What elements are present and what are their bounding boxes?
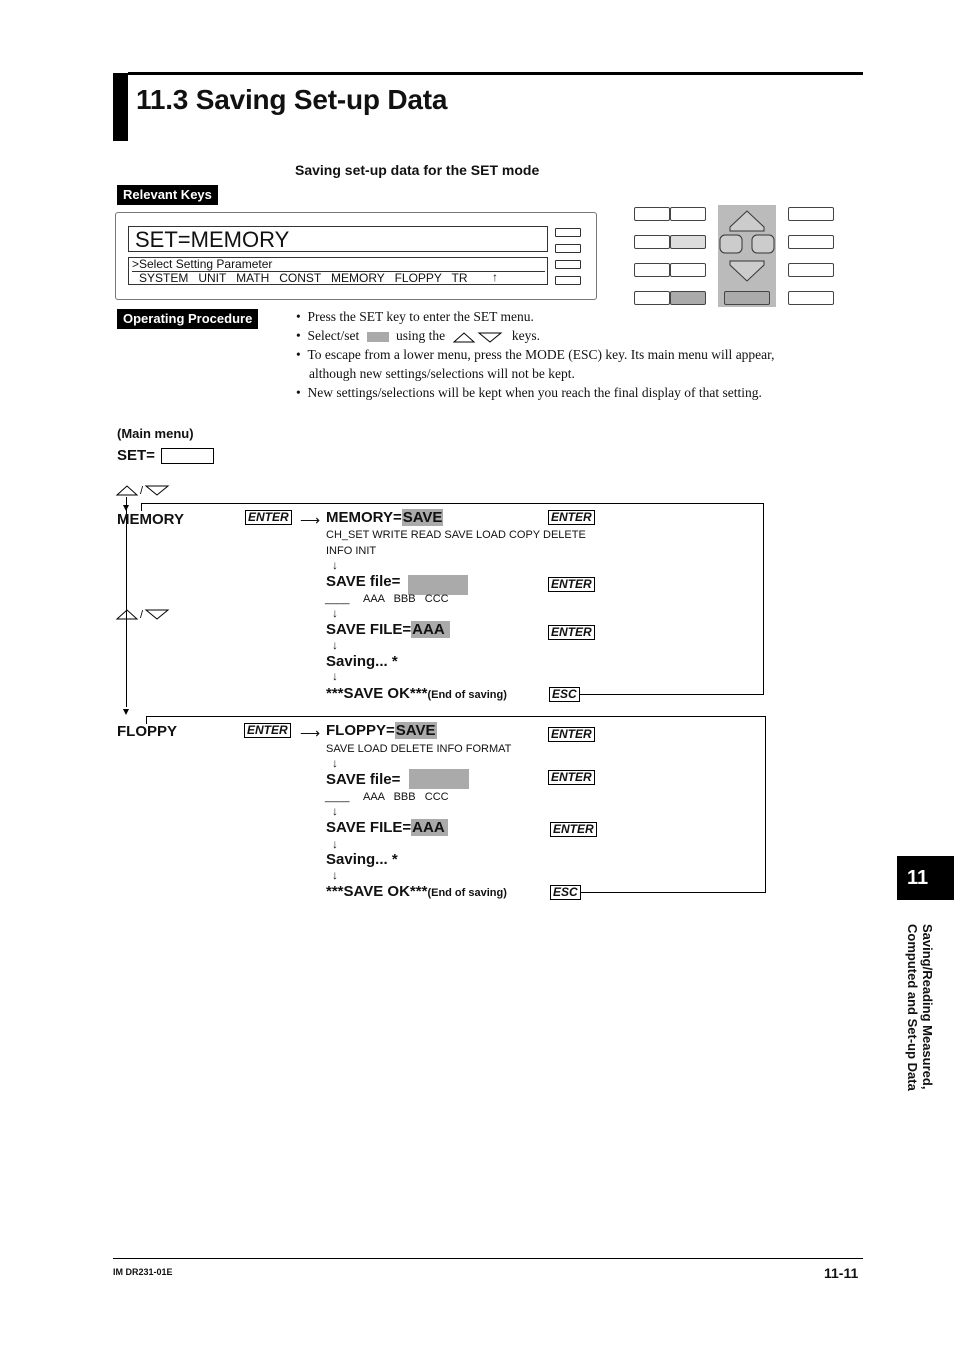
- header-rule: [128, 72, 863, 75]
- svg-text:/: /: [140, 485, 144, 497]
- save-file-upper: SAVE FILE=: [326, 819, 412, 836]
- key-5b[interactable]: [788, 235, 834, 249]
- floppy-loop-right: [765, 716, 766, 892]
- enter-badge: ENTER: [550, 822, 597, 837]
- lcd-menu-items: SYSTEM UNIT MATH CONST MEMORY FLOPPY TR: [139, 271, 468, 285]
- procedure-list: [296, 307, 836, 402]
- memory-options: CH_SET WRITE READ SAVE LOAD COPY DELETE: [326, 529, 586, 541]
- esc-badge: ESC: [550, 885, 581, 900]
- memory-loop-left: [141, 503, 142, 511]
- softkey-2[interactable]: [555, 244, 581, 253]
- memory-set-value: SAVE: [402, 509, 443, 526]
- chapter-number: 11: [907, 867, 929, 889]
- right-arrow-icon: ⟶: [300, 512, 321, 528]
- file-options: AAA BBB CCC: [363, 593, 449, 605]
- svg-text:/: /: [140, 609, 144, 621]
- memory-loop-bottom: [579, 694, 764, 695]
- memory-options-2: INFO INIT: [326, 545, 377, 557]
- floppy-set-prefix: FLOPPY=: [326, 722, 395, 739]
- right-arrow-icon: ⟶: [300, 725, 321, 741]
- key-2a[interactable]: [634, 235, 670, 249]
- save-file-label: SAVE file=: [326, 771, 401, 788]
- set-label: SET=: [117, 447, 155, 464]
- value-box-icon: [367, 332, 389, 342]
- down-arrow-icon: ↓: [332, 558, 338, 572]
- bullet-2-text-c: keys.: [511, 328, 540, 343]
- down-arrow-icon: ↓: [332, 837, 338, 851]
- lcd-main-line: SET=MEMORY: [128, 226, 548, 252]
- operating-procedure-tag: Operating Procedure: [117, 309, 258, 329]
- enter-badge: ENTER: [548, 577, 595, 592]
- key-3b[interactable]: [670, 263, 706, 277]
- bullet-1-text: Press the SET key to enter the SET menu.: [307, 309, 534, 324]
- vline-main: [126, 497, 127, 707]
- lcd-sub-panel: [128, 257, 548, 285]
- file-name-box: [409, 769, 469, 789]
- memory-loop-top: [141, 503, 763, 504]
- floppy-set-line: [326, 722, 437, 739]
- key-3a[interactable]: [634, 263, 670, 277]
- memory-set-line: [326, 509, 443, 526]
- floppy-loop-bottom: [580, 892, 766, 893]
- file-options: AAA BBB CCC: [363, 791, 449, 803]
- section-bar: [113, 73, 128, 141]
- save-ok-line: [326, 883, 507, 900]
- main-menu-label: (Main menu): [117, 426, 194, 441]
- arrow-up-icon: ↑: [492, 270, 498, 284]
- saving-text: Saving... *: [326, 653, 398, 670]
- enter-key[interactable]: [724, 291, 770, 305]
- set-key[interactable]: [670, 291, 706, 305]
- bullet-4-text: New settings/selections will be kept when you reach the final display of that setting.: [307, 385, 762, 400]
- save-file-upper-line: [326, 819, 448, 836]
- file-name-box: [408, 575, 468, 595]
- floppy-loop-top: [146, 716, 765, 717]
- down-arrow-icon: ↓: [332, 804, 338, 818]
- save-file-value: AAA: [411, 621, 450, 638]
- file-blank: ____: [325, 593, 350, 605]
- save-ok: ***SAVE OK***: [326, 685, 428, 702]
- memory-set-prefix: MEMORY=: [326, 509, 402, 526]
- enter-badge: ENTER: [548, 727, 595, 742]
- save-file-upper-line: [326, 621, 450, 638]
- key-1b[interactable]: [670, 207, 706, 221]
- down-arrow-2: [123, 709, 129, 715]
- key-2b[interactable]: [670, 235, 706, 249]
- bullet-3-cont: although new settings/selections will not be kept.: [309, 366, 575, 381]
- memory-loop-right: [763, 503, 764, 694]
- save-file-upper: SAVE FILE=: [326, 621, 412, 638]
- bullet-1: • Press the SET key to enter the SET menu.: [296, 309, 534, 324]
- down-arrow-icon: ↓: [332, 638, 338, 652]
- key-4a[interactable]: [634, 291, 670, 305]
- esc-badge: ESC: [549, 687, 580, 702]
- footer-rule: [113, 1258, 863, 1259]
- save-ok-line: [326, 685, 507, 702]
- softkey-4[interactable]: [555, 276, 581, 285]
- saving-text: Saving... *: [326, 851, 398, 868]
- down-arrow-icon: ↓: [332, 868, 338, 882]
- key-5a[interactable]: [788, 207, 834, 221]
- enter-badge: ENTER: [548, 510, 595, 525]
- floppy-label: FLOPPY: [117, 723, 178, 740]
- file-blank: ____: [325, 791, 350, 803]
- save-ok: ***SAVE OK***: [326, 883, 428, 900]
- subtitle: Saving set-up data for the SET mode: [295, 162, 540, 178]
- enter-badge: ENTER: [245, 510, 292, 525]
- bullet-2-text-a: Select/set: [307, 328, 360, 343]
- enter-badge: ENTER: [548, 625, 595, 640]
- arrow-keys-icon[interactable]: [718, 205, 776, 285]
- softkey-3[interactable]: [555, 260, 581, 269]
- enter-badge: ENTER: [548, 770, 595, 785]
- bullet-3-text-a: To escape from a lower menu, press the MODE (ESC) key. Its main menu will appear,: [307, 347, 775, 362]
- bullet-3: • To escape from a lower menu, press the MODE (ESC) key. Its main menu will appear,: [296, 347, 775, 362]
- floppy-set-value: SAVE: [395, 722, 436, 739]
- softkey-1[interactable]: [555, 228, 581, 237]
- floppy-options: SAVE LOAD DELETE INFO FORMAT: [326, 743, 512, 755]
- key-5c[interactable]: [788, 263, 834, 277]
- down-arrow-icon: ↓: [332, 606, 338, 620]
- enter-badge: ENTER: [244, 723, 291, 738]
- keypad-diagram: [632, 205, 837, 310]
- down-arrow-icon: ↓: [332, 756, 338, 770]
- doc-id: IM DR231-01E: [113, 1267, 173, 1277]
- key-1a[interactable]: [634, 207, 670, 221]
- memory-label: MEMORY: [117, 511, 184, 528]
- relevant-keys-tag: Relevant Keys: [117, 185, 218, 205]
- bullet-2: • Select/set using the keys.: [296, 328, 540, 343]
- up-down-icon-2: [115, 605, 173, 625]
- section-title: 11.3 Saving Set-up Data: [136, 84, 448, 115]
- up-down-icon: [115, 481, 173, 501]
- down-arrow-icon: ↓: [332, 669, 338, 683]
- bullet-4: • New settings/selections will be kept when you reach the final display of that setting.: [296, 385, 762, 400]
- page-number: 11-11: [824, 1265, 859, 1281]
- end-of-saving: (End of saving): [427, 887, 507, 899]
- up-down-keys-icon: [452, 330, 504, 344]
- bullet-2-text-b: using the: [395, 328, 446, 343]
- end-of-saving: (End of saving): [427, 689, 507, 701]
- lcd-prompt: >Select Setting Parameter: [132, 258, 545, 272]
- key-5d[interactable]: [788, 291, 834, 305]
- chapter-side-text: Saving/Reading Measured, Computed and Set-up Data: [905, 924, 935, 1091]
- set-value-box: [161, 448, 214, 464]
- save-file-label: SAVE file=: [326, 573, 401, 590]
- save-file-value: AAA: [411, 819, 448, 836]
- chapter-tab: [897, 856, 954, 900]
